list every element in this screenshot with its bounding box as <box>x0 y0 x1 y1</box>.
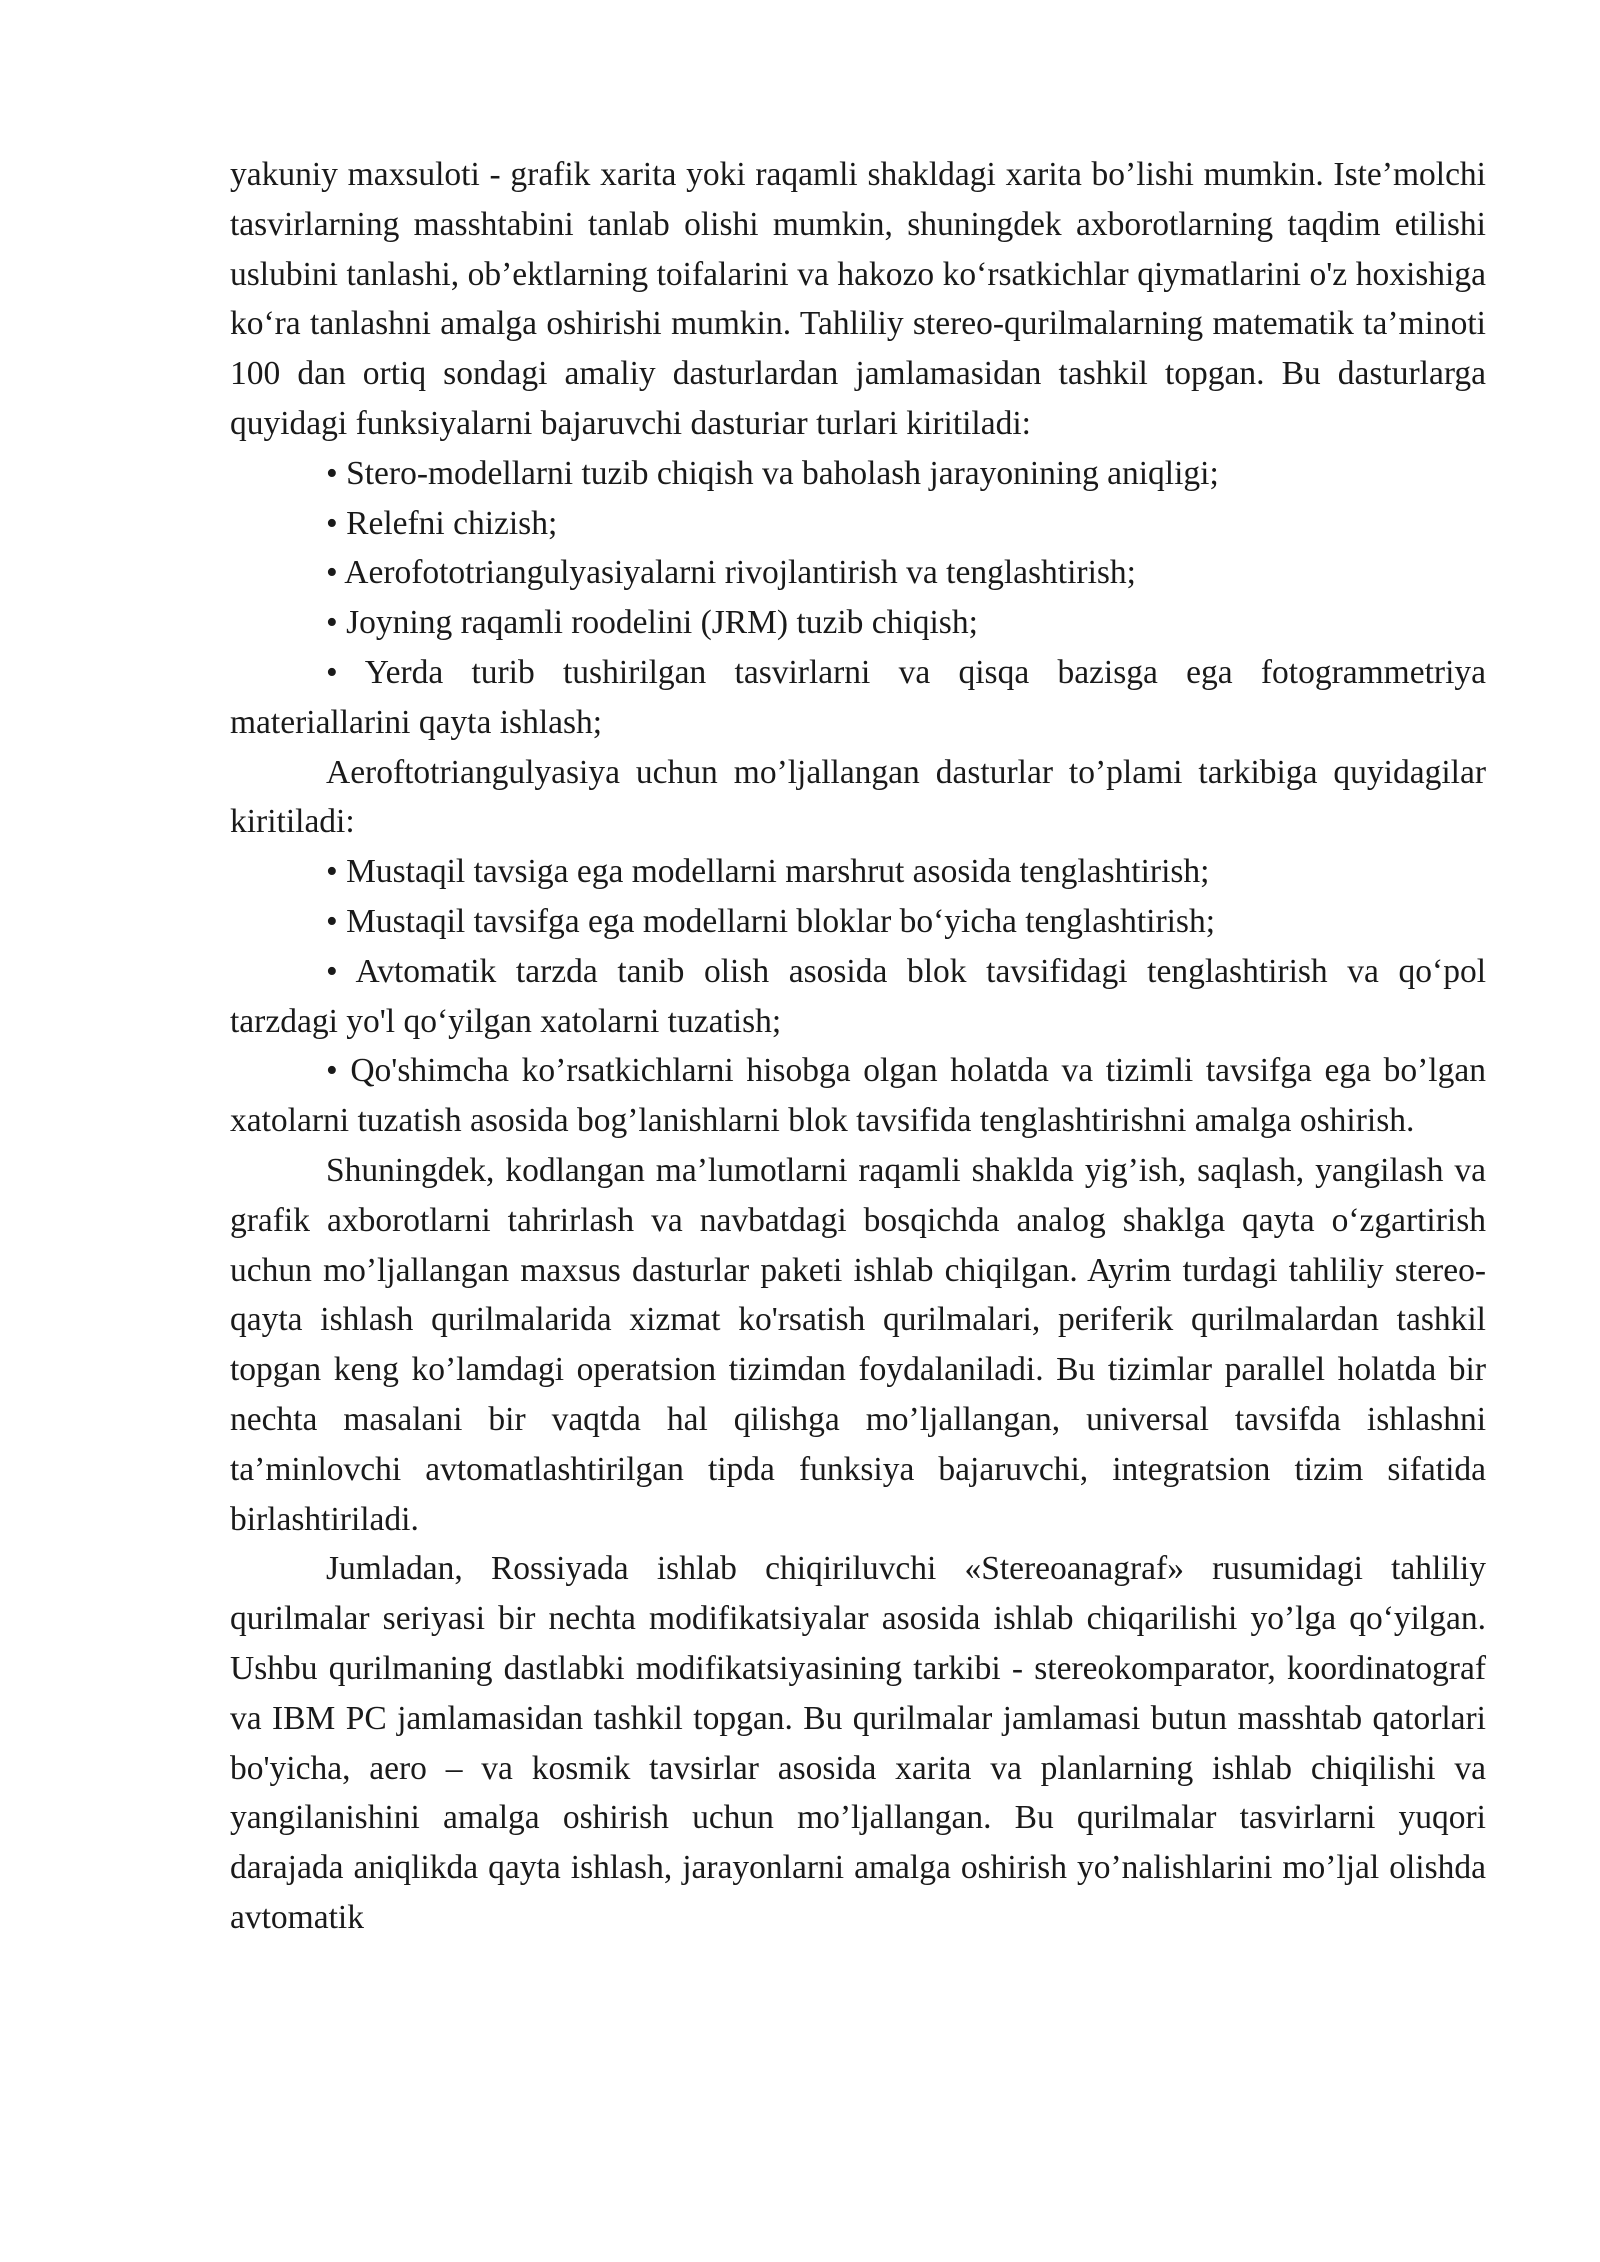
bullet-block-adjustment: • Mustaqil tavsifga ega modellarni bloklar bo‘yicha tenglashtirish; <box>326 902 1216 940</box>
bullet-additional-parameters: • Qo'shimcha ko’rsatkichlarni hisobga olgan holatda va tizimli tavsifga ega bo’lgan xatolarni tuzatish asosida bog’lanishlarni blok tavsifida tenglashtirishni amalga oshirish. <box>230 1052 1486 1140</box>
paragraph-aerotriangulation-programs: Aeroftotriangulyasiya uchun mo’ljallangan dasturlar to’plami tarkibiga quyidagilar kiritiladi: <box>230 753 1486 841</box>
bullet-jrm: • Joyning raqamli roodelini (JRM) tuzib chiqish; <box>326 604 978 642</box>
bullet-route-adjustment: • Mustaqil tavsiga ega modellarni marshrut asosida tenglashtirish; <box>326 853 1210 891</box>
paragraph-intro: yakuniy maxsuloti - grafik xarita yoki raqamli shakldagi xarita bo’lishi mumkin. Iste’molchi tasvirlarning masshtabini tanlab olishi mumkin, shuningdek axborotlarning taqdim etilishi uslubini tanlashi, ob’ektlarning toifalarini va hakozo ko‘rsatkichlar qiymatlarini o'z hoxishiga ko‘ra tanlashni amalga oshirishi mumkin. Tahliliy stereo-qurilmalarning matematik ta’minoti 100 dan ortiq sondagi amaliy dasturlardan jamlamasidan tashkil topgan. Bu dasturlarga quyidagi funksiyalarni bajaruvchi dasturiar turlari kiritiladi: <box>230 156 1486 442</box>
bullet-automatic-recognition: • Avtomatik tarzda tanib olish asosida blok tavsifidagi tenglashtirish va qo‘pol tarzdagi yo'l qo‘yilgan xatolarni tuzatish; <box>230 952 1486 1040</box>
bullet-aerotriangulation: • Aerofototriangulyasiyalarni rivojlantirish va tenglashtirish; <box>326 554 1136 592</box>
bullet-relief: • Relefni chizish; <box>326 504 558 542</box>
document-body <box>230 150 1486 1943</box>
paragraph-software-package: Shuningdek, kodlangan ma’lumotlarni raqamli shaklda yig’ish, saqlash, yangilash va grafik axborotlarni tahrirlash va navbatdagi bosqichda analog shaklga qayta o‘zgartirish uchun mo’ljallangan maxsus dasturlar paketi ishlab chiqilgan. Ayrim turdagi tahliliy stereo-qayta ishlash qurilmalarida xizmat ko'rsatish qurilmalari, periferik qurilmalardan tashkil topgan keng ko’lamdagi operatsion tizimdan foydalaniladi. Bu tizimlar parallel holatda bir nechta masalani bir vaqtda hal qilishga mo’ljallangan, universal tavsifda ishlashni ta’minlovchi avtomatlashtirilgan tipda funksiya bajaruvchi, integratsion tizim sifatida birlashtiriladi. <box>230 1151 1486 1538</box>
bullet-ground-images: • Yerda turib tushirilgan tasvirlarni va qisqa bazisga ega fotogrammetriya materiallarini qayta ishlash; <box>230 653 1486 741</box>
paragraph-stereoanagraf: Jumladan, Rossiyada ishlab chiqiriluvchi «Stereoanagraf» rusumidagi tahliliy qurilmalar seriyasi bir nechta modifikatsiyalar asosida ishlab chiqarilishi yo’lga qo‘yilgan. Ushbu qurilmaning dastlabki modifikatsiyasining tarkibi - stereokomparator, koordinatograf va IBM PC jamlamasidan tashkil topgan. Bu qurilmalar jamlamasi butun masshtab qatorlari bo'yicha, aero – va kosmik tavsirlar asosida xarita va planlarning ishlab chiqilishi va yangilanishini amalga oshirish uchun mo’ljallangan. Bu qurilmalar tasvirlarni yuqori darajada aniqlikda qayta ishlash, jarayonlarni amalga oshirish yo’nalishlarini mo’ljal olishda avtomatik <box>230 1550 1486 1936</box>
bullet-stereo-models: • Stero-modellarni tuzib chiqish va baholash jarayonining aniqligi; <box>326 454 1219 492</box>
